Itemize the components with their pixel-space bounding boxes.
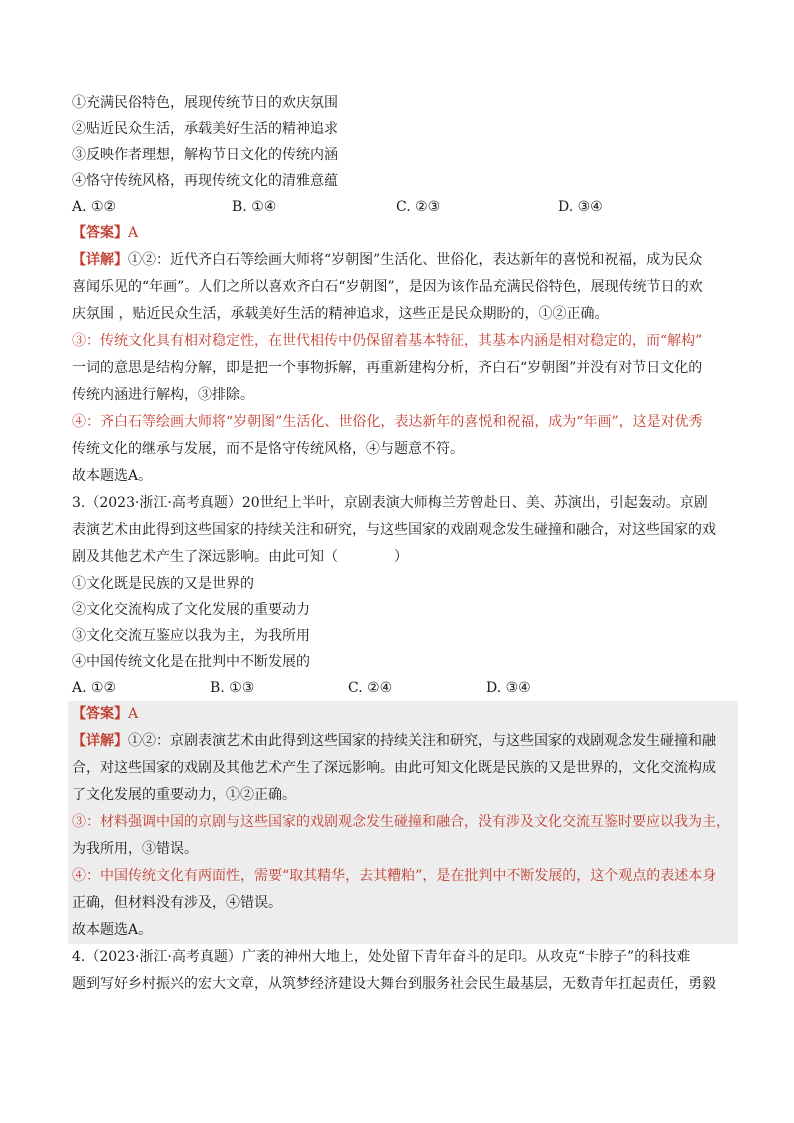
answer-label: 【答案】 xyxy=(72,225,128,241)
detail-line: 传统文化的继承与发展，而不是恪守传统风格，④与题意不符。 xyxy=(72,441,464,457)
choice-item: ④中国传统文化是在批判中不断发展的 xyxy=(72,654,310,670)
choice-item: ②文化交流构成了文化发展的重要动力 xyxy=(72,602,310,618)
choice-item: ①文化既是民族的又是世界的 xyxy=(72,576,254,592)
answer-options xyxy=(72,675,732,701)
choice-item: ④恪守传统风格，再现传统文化的清雅意蕴 xyxy=(72,173,338,189)
question-3 xyxy=(72,490,732,944)
answer-value: A xyxy=(128,225,139,241)
question-stem: 表演艺术由此得到这些国家的持续关注和研究，与这些国家的戏剧观念发生碰撞和融合，对这些国家的戏 xyxy=(72,522,716,538)
detail-line: 一词的意思是结构分解，即是把一个事物拆解，再重新建构分析，齐白石“岁朝图”并没有对节日文化的 xyxy=(72,360,703,376)
question-stem: 题到写好乡村振兴的宏大文章，从筑梦经济建设大舞台到服务社会民生最基层，无数青年扛起责任，勇毅 xyxy=(72,976,716,992)
detail-line: 庆氛围 ，贴近民众生活，承载美好生活的精神追求，这些正是民众期盼的，①②正确。 xyxy=(72,306,609,322)
answer-line xyxy=(72,220,732,247)
choice-item: ③文化交流互鉴应以我为主，为我所用 xyxy=(72,628,310,644)
option-d: D. ③④ xyxy=(558,199,603,215)
option-c: C. ②③ xyxy=(396,199,441,215)
choice-item: ③反映作者理想，解构节日文化的传统内涵 xyxy=(72,147,338,163)
document-page xyxy=(72,90,732,998)
option-a: A. ①② xyxy=(72,680,117,696)
question-stem: 4.（2023·浙江·高考真题）广袤的神州大地上，处处留下青年奋斗的足印。从攻克“卡脖子”的科技难 xyxy=(72,949,691,965)
detail-line: 了文化发展的重要动力，①②正确。 xyxy=(72,787,296,803)
detail-line: ③：材料强调中国的京剧与这些国家的戏剧观念发生碰撞和融合，没有涉及文化交流互鉴时要应以我为主， xyxy=(72,814,730,830)
question-stem: 剧及其他艺术产生了深远影响。由此可知（ ） xyxy=(72,549,408,565)
detail-line: 传统内涵进行解构，③排除。 xyxy=(72,387,254,403)
choice-item: ①充满民俗特色，展现传统节日的欢庆氛围 xyxy=(72,95,338,111)
question-2 xyxy=(72,90,732,490)
conclusion: 故本题选A。 xyxy=(72,468,153,484)
detail-text: ①②：近代齐白石等绘画大师将“岁朝图”生活化、世俗化，表达新年的喜悦和祝福，成为民众 xyxy=(128,252,703,268)
answer-explanation-box xyxy=(68,701,738,944)
detail-line xyxy=(72,247,732,274)
detail-line: 为我所用，③错误。 xyxy=(72,841,198,857)
answer-label: 【答案】 xyxy=(72,706,128,722)
answer-line xyxy=(72,701,738,728)
option-a: A. ①② xyxy=(72,199,117,215)
option-d: D. ③④ xyxy=(486,680,531,696)
detail-line: 正确，但材料没有涉及，④错误。 xyxy=(72,895,282,911)
detail-line: ③：传统文化具有相对稳定性，在世代相传中仍保留着基本特征，其基本内涵是相对稳定的，而“解构” xyxy=(72,333,703,349)
detail-text: ①②：京剧表演艺术由此得到这些国家的持续关注和研究，与这些国家的戏剧观念发生碰撞和融 xyxy=(128,733,716,749)
answer-value: A xyxy=(128,706,139,722)
detail-line: ④：齐白石等绘画大师将“岁朝图”生活化、世俗化，表达新年的喜悦和祝福，成为“年画”，这是对优秀 xyxy=(72,414,703,430)
detail-line: 合，对这些国家的戏剧及其他艺术产生了深远影响。由此可知文化既是民族的又是世界的，文化交流构成 xyxy=(72,760,716,776)
detail-label: 【详解】 xyxy=(72,252,128,268)
option-c: C. ②④ xyxy=(348,680,393,696)
detail-line xyxy=(72,728,738,755)
detail-line: 喜闻乐见的“年画”。人们之所以喜欢齐白石“岁朝图”，是因为该作品充满民俗特色，展现传统节日的欢 xyxy=(72,279,703,295)
detail-line: ④：中国传统文化有两面性，需要“取其精华，去其糟粕”，是在批判中不断发展的，这个观点的表述本身 xyxy=(72,868,717,884)
conclusion: 故本题选A。 xyxy=(72,922,153,938)
question-stem: 3.（2023·浙江·高考真题）20世纪上半叶，京剧表演大师梅兰芳曾赴日、美、苏演出，引起轰动。京剧 xyxy=(72,495,708,511)
option-b: B. ①④ xyxy=(232,199,277,215)
answer-options xyxy=(72,194,732,220)
detail-label: 【详解】 xyxy=(72,733,128,749)
option-b: B. ①③ xyxy=(210,680,255,696)
question-4 xyxy=(72,944,732,998)
choice-item: ②贴近民众生活，承载美好生活的精神追求 xyxy=(72,121,338,137)
